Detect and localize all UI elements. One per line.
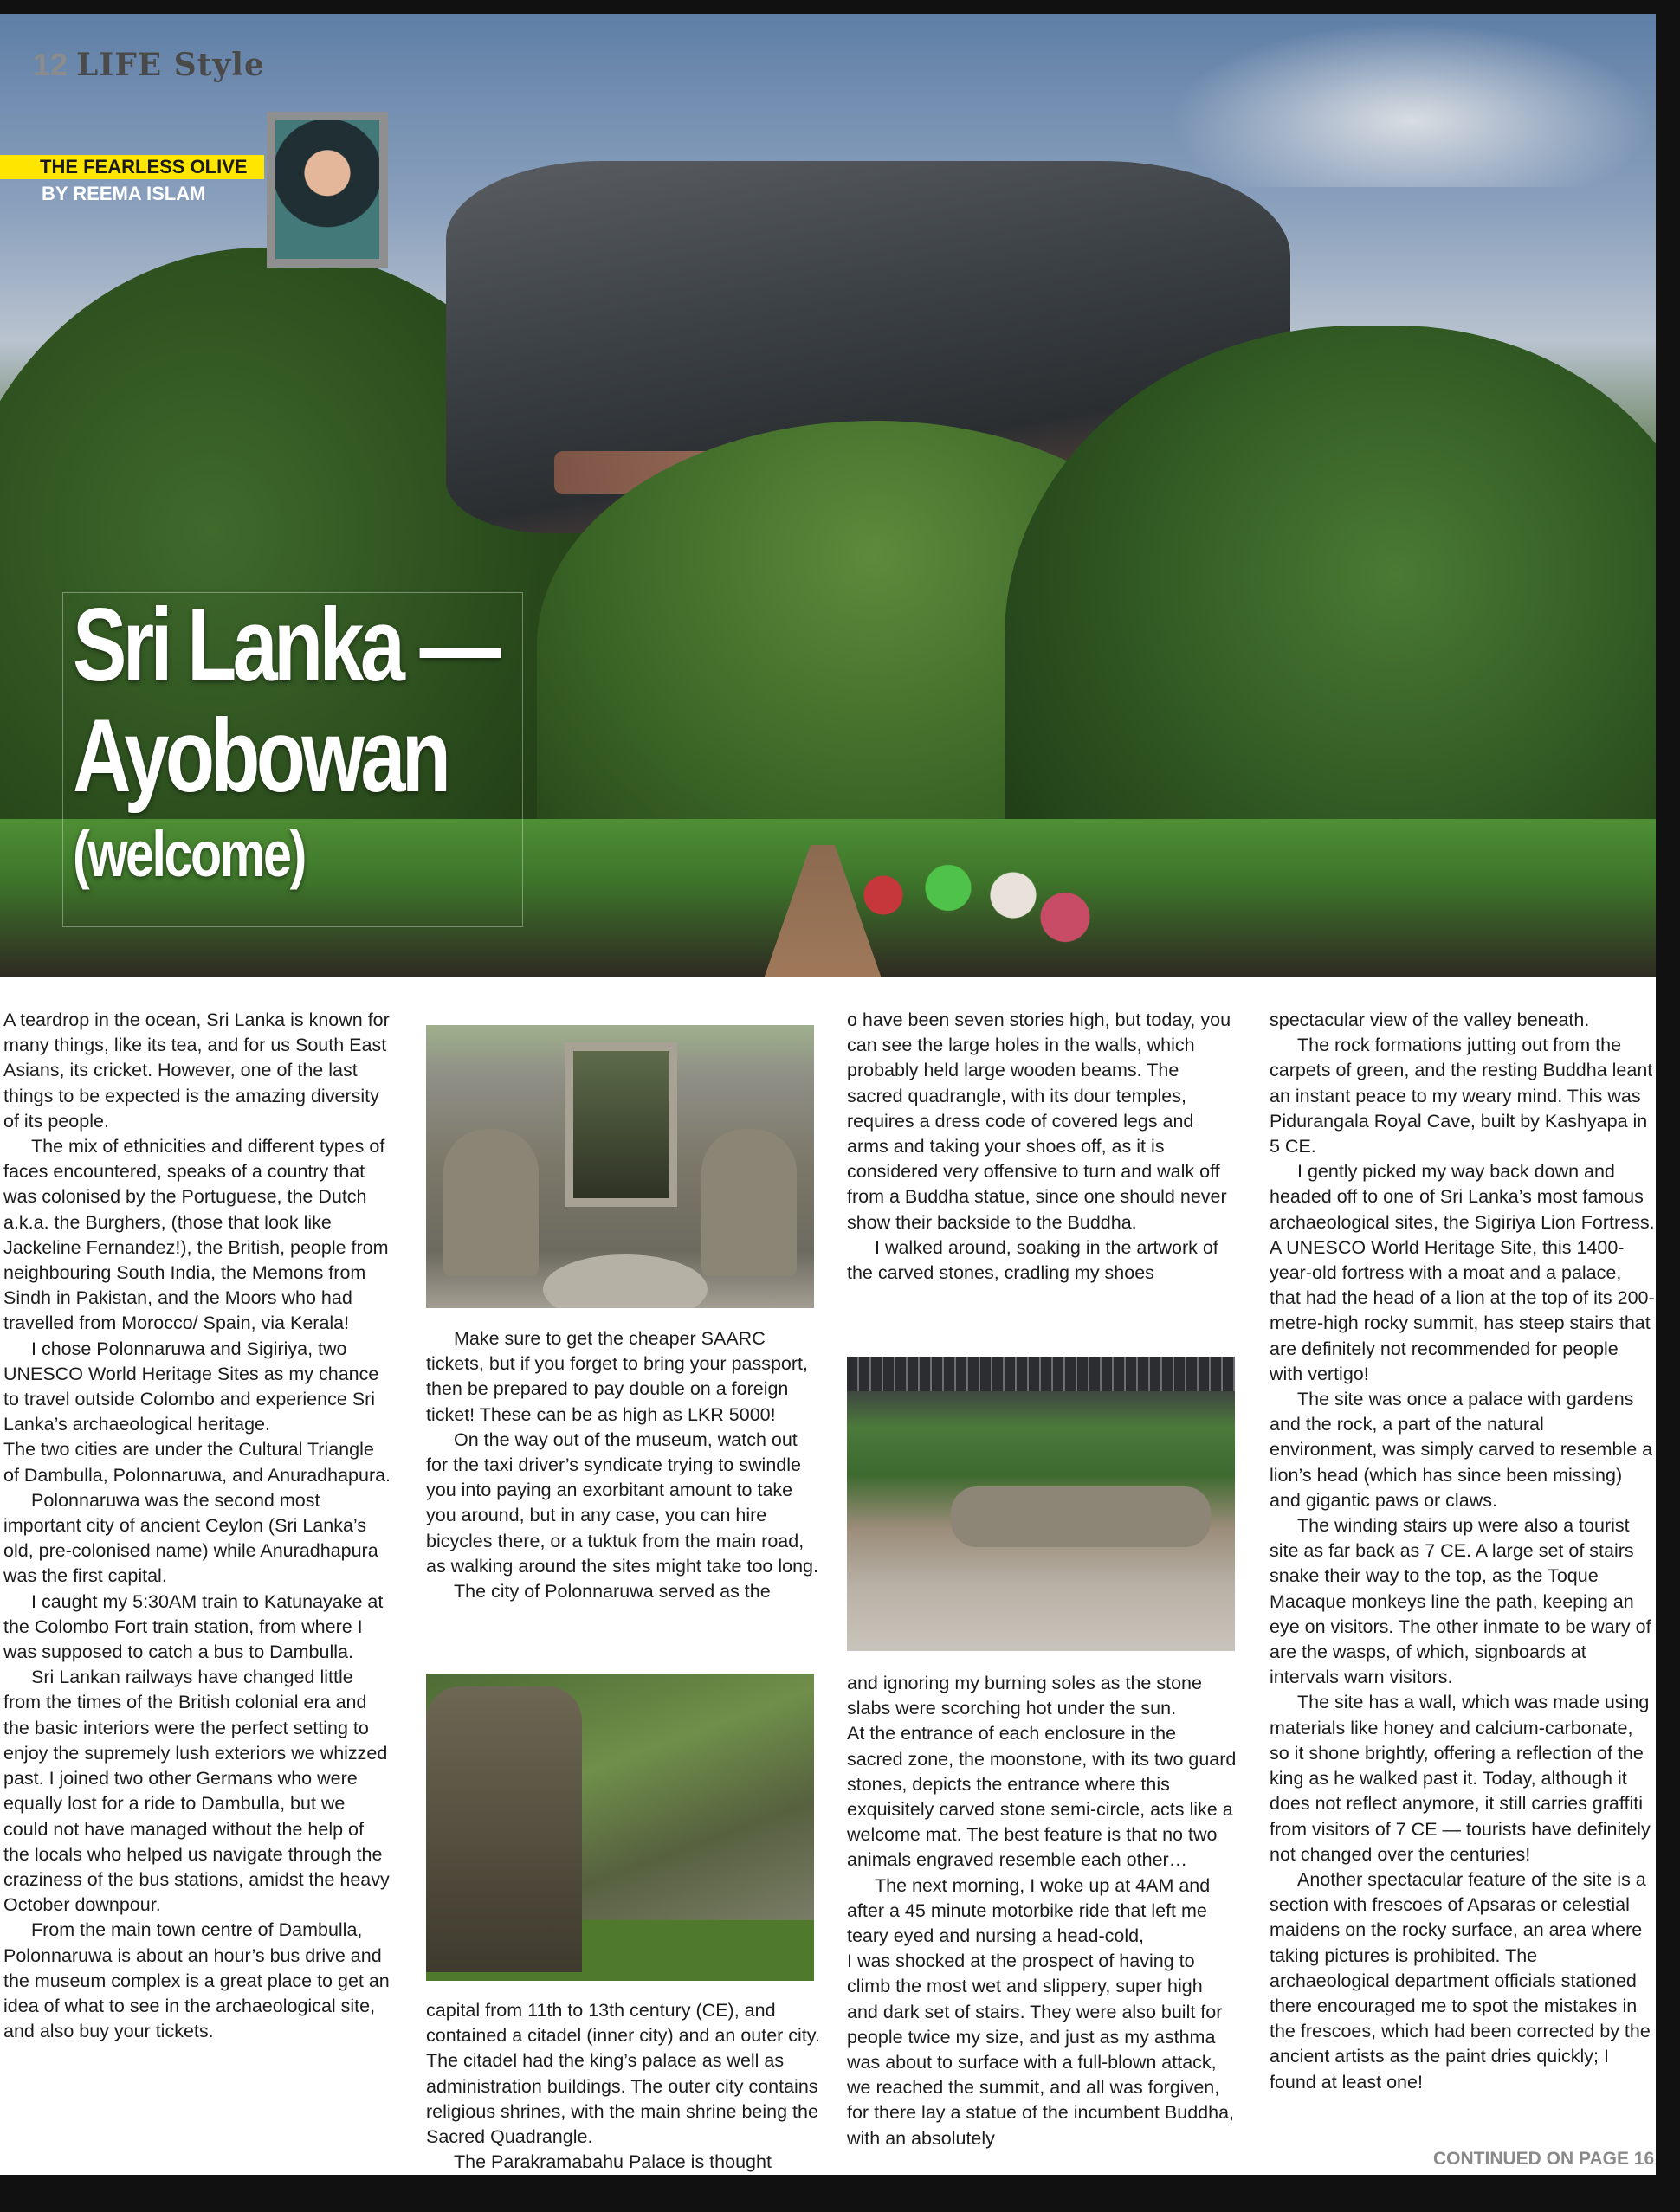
guard-stone [701,1129,797,1276]
paragraph: The rock formations jutting out from the carpets of green, and the resting Buddha leant an instant peace to my weary mind. This was Pidurangala Royal Cave, built by Kashyapa in 5 CE. [1270,1035,1653,1158]
photo-moonstone-entrance [426,1025,814,1308]
hero-photo-sigiriya-rock [0,14,1656,977]
column-name: THE FEARLESS OLIVE [0,155,264,179]
paragraph: The Parakramabahu Palace is thought [454,2151,772,2173]
paragraph: From the main town centre of Dambulla, Polonnaruwa is about an hour’s bus drive and the museum complex is a great place to get an idea of what to see in the archaeological site, and also buy your tickets. [3,1919,390,2042]
column-1 [3,1008,391,2044]
magazine-logo: LIFE Style [76,47,265,83]
magazine-page [0,14,1656,2175]
paragraph: o have been seven stories high, but today, you can see the large holes in the walls, which probably held large wooden beams. The sacred quadrangle, with its dour temples, requires a dress code of covered legs and arms and taking your shoes off, as it is considered very offensive to turn and walk off from a Buddha statue, since one should never show their backside to the Buddha. [847,1009,1231,1233]
avatar [275,120,379,259]
paragraph: spectacular view of the valley beneath. [1270,1009,1590,1030]
paragraph: I walked around, soaking in the artwork of the carved stones, cradling my shoes [847,1236,1218,1284]
paragraph: capital from 11th to 13th century (CE), and contained a citadel (inner city) and an outer city. The citadel had the king’s palace as well as administration buildings. The outer city contains religious shrines, with the main shrine being the Sacred Quadrangle. [426,2000,820,2148]
paragraph: The winding stairs up were also a tourist site as far back as 7 CE. A large set of stairs snake their way to the top, as the Toque Macaque monkeys line the path, keeping an eye on visitors. The other inmate to be wary of are the wasps, of which, signboards at intervals warn visitors. [1270,1515,1651,1688]
reclining-buddha [951,1486,1211,1547]
paragraph: On the way out of the museum, watch out for the taxi driver’s syndicate trying to swindle you into paying an exorbitant amount to take you around, but in any case, you can hire bicycles there, or a tuktuk from the main road, as walking around the sites might take too long. [426,1428,818,1577]
paragraph: Polonnaruwa was the second most important city of ancient Ceylon (Sri Lanka’s old, pre-colonised name) while Anuradhapura was the first capital. [3,1489,378,1587]
masthead [33,47,265,83]
paragraph: I chose Polonnaruwa and Sigiriya, two UNESCO World Heritage Sites as my chance to travel outside Colombo and experience Sri Lanka’s archaeological heritage. [3,1338,379,1435]
paragraph: The site was once a palace with gardens and the rock, a part of the natural environment, was simply carved to resemble a lion’s head (which has since been missing) and gigantic paws or claws. [1270,1389,1653,1511]
column-2-bottom [426,1998,820,2175]
paragraph: I caught my 5:30AM train to Katunayake at the Colombo Fort train station, from where I was supposed to catch a bus to Dambulla. [3,1590,384,1663]
column-4 [1270,1008,1655,2095]
paragraph: I gently picked my way back down and headed off to one of Sri Lanka’s most famous archaeological sites, the Sigiriya Lion Fortress. A UNESCO World Heritage Site, this 1400-year-old fortress with a moat and a palace, that had the head of a lion at the top of its 200-metre-high rocky summit, has steep stairs that are definitely not recommended for people with vertigo! [1270,1161,1655,1384]
headline-line-3: (welcome) [73,818,305,890]
paragraph: and ignoring my burning soles as the stone slabs were scorching hot under the sun. [847,1673,1202,1719]
paragraph: A teardrop in the ocean, Sri Lanka is known for many things, like its tea, and for us South East Asians, its cricket. However, one of the last things to be expected is the amazing diversity of its people. [3,1009,390,1132]
column-3-bottom [847,1671,1237,2151]
author-portrait [267,112,388,268]
headline [73,587,617,898]
photo-ruins-shrine [426,1674,814,1981]
column-3-top [847,1008,1237,1286]
guard-stone [443,1129,539,1276]
headline-line-2: Ayobowan [73,698,448,814]
paragraph: The two cities are under the Cultural Triangle of Dambulla, Polonnaruwa, and Anuradhapura. [3,1439,391,1486]
photo-reclining-buddha [847,1357,1235,1651]
cloud [1169,23,1654,187]
moonstone [543,1254,708,1308]
doorway [565,1042,677,1207]
paragraph: The next morning, I woke up at 4AM and after a 45 minute motorbike ride that left me teary eyed and nursing a head-cold, [847,1874,1211,1947]
continued-link[interactable]: CONTINUED ON PAGE 16 [1433,2149,1655,2169]
paragraph: The site has a wall, which was made using materials like honey and calcium-carbonate, so it shone brightly, offering a reflection of the king as he walked past it. Today, although it does not reflect anymore, it still carries graffiti from visitors of 7 CE — tourists have definitely not changed over the centuries! [1270,1692,1651,1865]
paragraph: Another spectacular feature of the site is a section with frescoes of Apsaras or celestial maidens on the rocky surface, an area where taking pictures is prohibited. The archaeological department officials stationed there encouraged me to spot the mistakes in the frescoes, which had been corrected by the ancient artists as the paint dries quickly; I found at least one! [1270,1868,1651,2093]
author-name: BY REEMA ISLAM [42,183,206,204]
paragraph: The mix of ethnicities and different types of faces encountered, speaks of a country that was colonised by the Portuguese, the Dutch a.k.a. the Burghers, (those that look like Jackeline Fernandez!), the British, people from neighbouring South India, the Memons from Sindh in Pakistan, and the Moors who had travelled from Morocco/ Spain, via Kerala! [3,1136,389,1334]
byline [0,155,264,205]
paragraph: The city of Polonnaruwa served as the [454,1581,771,1603]
column-2-top [426,1326,820,1604]
headline-line-1: Sri Lanka — [73,587,497,703]
paragraph: I was shocked at the prospect of having to climb the most wet and slippery, super high and dark set of stairs. They were also built for people twice my size, and just as my asthma was about to surface with a full-blown attack, we reached the summit, and all was forgiven, for there lay a statue of the incumbent Buddha, with an absolutely [847,1951,1235,2149]
shelter-roof [847,1357,1235,1391]
stone-shrine [426,1686,582,1972]
paragraph: At the entrance of each enclosure in the sacred zone, the moonstone, with its two guard stones, depicts the entrance where this exquisitely carved stone semi-circle, acts like a welcome mat. The best feature is that no two animals engraved resemble each other… [847,1723,1237,1871]
page-number: 12 [33,47,68,82]
paragraph: Make sure to get the cheaper SAARC tickets, but if you forget to bring your passport, then be prepared to pay double on a foreign ticket! These can be as high as LKR 5000! [426,1328,808,1425]
paragraph: Sri Lankan railways have changed little from the times of the British colonial era and the basic interiors were the perfect setting to enjoy the supremely lush exteriors we whizzed past. I joined two other Germans who were equally lost for a ride to Dambulla, but we could not have managed without the help of the locals who helped us navigate through the craziness of the bus stations, amidst the heavy October downpour. [3,1667,390,1916]
tourists [831,836,1091,977]
